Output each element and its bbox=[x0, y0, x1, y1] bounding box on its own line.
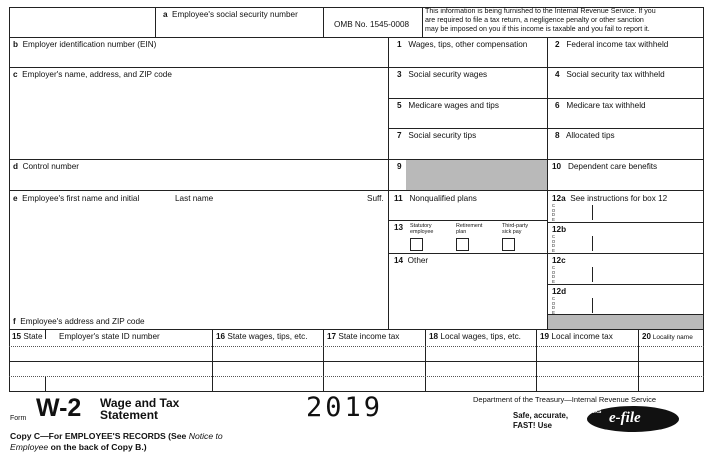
box-17-label: 17 State income tax bbox=[327, 332, 400, 341]
box-a-letter: a bbox=[163, 10, 168, 19]
box-9-shade bbox=[406, 160, 547, 191]
box-12b-code-label: C O D E bbox=[551, 234, 556, 253]
third-party-sick-pay-checkbox[interactable] bbox=[502, 238, 515, 251]
box-13-statutory-label: Statutory employee bbox=[410, 223, 434, 235]
efile-slogan: Safe, accurate, FAST! Use bbox=[513, 411, 569, 430]
box-15-employer-state-id: Employer's state ID number bbox=[59, 332, 160, 341]
box-a-label: Employee's social security number bbox=[172, 10, 298, 19]
copy-c-note: Copy C—For EMPLOYEE'S RECORDS (See Notice to Employee on the back of Copy B.) bbox=[10, 431, 223, 452]
form-title: Wage and Tax Statement bbox=[100, 396, 180, 422]
box-b-label: b Employer identification number (EIN) bbox=[13, 40, 157, 49]
box-12d-code-label: C O D E bbox=[551, 296, 556, 315]
box-12c-code-label: C O D E bbox=[551, 265, 556, 284]
box-16-label: 16 State wages, tips, etc. bbox=[216, 332, 308, 341]
efile-logo-text: e-file bbox=[609, 410, 641, 426]
box-c-label: c Employer's name, address, and ZIP code bbox=[13, 70, 172, 79]
box-11-label: 11 Nonqualified plans bbox=[394, 194, 477, 203]
box-12a-code-label: C O D E bbox=[551, 203, 556, 222]
form-word: Form bbox=[10, 415, 27, 422]
box-9-label: 9 bbox=[397, 162, 402, 171]
box-10-label: 10 Dependent care benefits bbox=[552, 162, 658, 171]
efile-logo bbox=[587, 406, 679, 432]
form-name: W-2 bbox=[36, 394, 82, 422]
box-12d-label: 12d bbox=[552, 287, 567, 296]
box-3-label: 3 Social security wages bbox=[397, 70, 488, 79]
box-1-label: 1 Wages, tips, other compensation bbox=[397, 40, 528, 49]
box-19-label: 19 Local income tax bbox=[540, 332, 613, 341]
box-e-label: e Employee's first name and initial bbox=[13, 194, 140, 203]
box-7-label: 7 Social security tips bbox=[397, 131, 477, 140]
box-4-label: 4 Social security tax withheld bbox=[555, 70, 665, 79]
box-f-label: f Employee's address and ZIP code bbox=[13, 317, 145, 326]
box-12d-bottom-shade bbox=[547, 315, 704, 329]
omb-number: OMB No. 1545-0008 bbox=[334, 20, 410, 29]
box-d-label: d Control number bbox=[13, 162, 80, 171]
irs-notice: This information is being furnished to the Internal Revenue Service. If you are required to file a tax return, a negligence penalty or other sanction may be imposed on you if this income is taxable and you fail to report it. bbox=[425, 7, 656, 33]
box-18-label: 18 Local wages, tips, etc. bbox=[429, 332, 521, 341]
department-line: Department of the Treasury—Internal Revenue Service bbox=[473, 395, 657, 404]
tax-year: 2019 bbox=[306, 392, 384, 423]
box-13-label: 13 bbox=[394, 223, 404, 232]
box-6-label: 6 Medicare tax withheld bbox=[555, 101, 646, 110]
box-13-thirdparty-label: Third-party sick pay bbox=[502, 223, 529, 235]
statutory-employee-checkbox[interactable] bbox=[410, 238, 423, 251]
box-e-suffix: Suff. bbox=[367, 194, 384, 203]
box-20-label: 20 Locality name bbox=[642, 332, 693, 341]
box-5-label: 5 Medicare wages and tips bbox=[397, 101, 499, 110]
box-14-label: 14 Other bbox=[394, 256, 429, 265]
box-15-label: 15 State bbox=[12, 332, 43, 341]
box-e-last-name: Last name bbox=[175, 194, 214, 203]
box-2-label: 2 Federal income tax withheld bbox=[555, 40, 669, 49]
box-8-label: 8 Allocated tips bbox=[555, 131, 615, 140]
retirement-plan-checkbox[interactable] bbox=[456, 238, 469, 251]
efile-irs-mark: IRS bbox=[593, 409, 602, 415]
box-12b-label: 12b bbox=[552, 225, 567, 234]
box-12a-label: 12a See instructions for box 12 bbox=[552, 194, 668, 203]
box-13-retirement-label: Retirement plan bbox=[456, 223, 483, 235]
box-12c-label: 12c bbox=[552, 256, 566, 265]
